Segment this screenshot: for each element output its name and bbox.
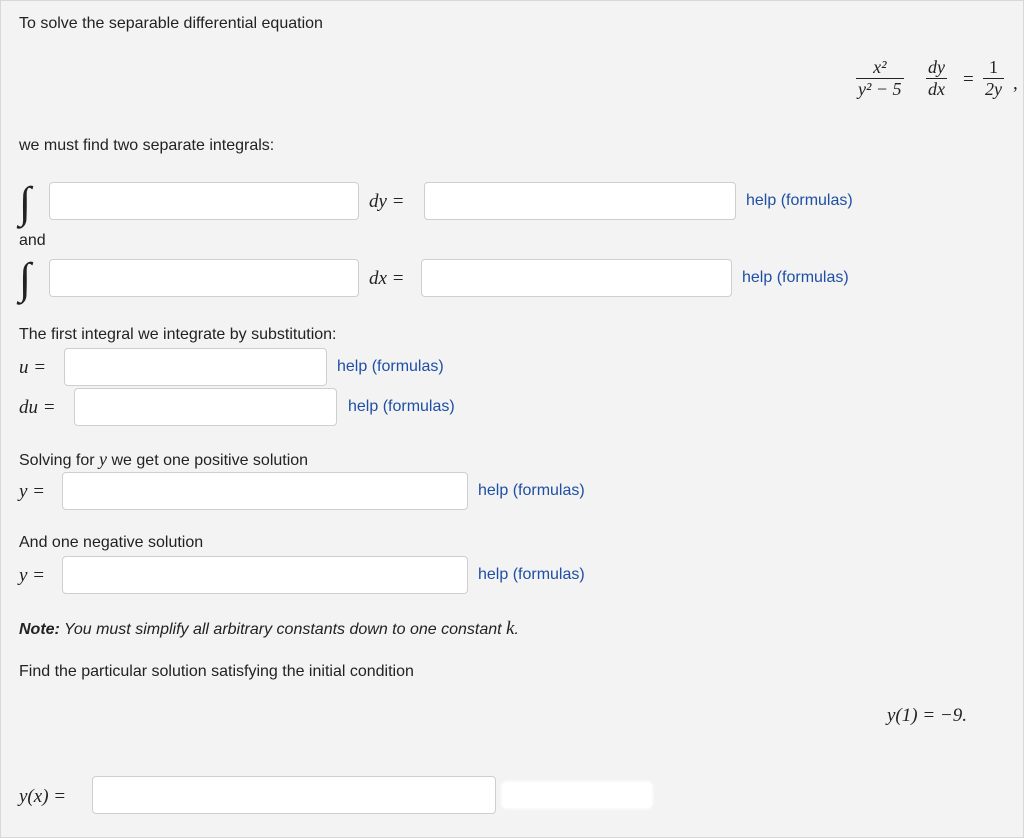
- denominator: y² − 5: [858, 79, 902, 99]
- help-formulas-link[interactable]: help (formulas): [348, 398, 455, 415]
- positive-solution-intro: [19, 449, 308, 471]
- integral-dx-result-input[interactable]: [421, 259, 732, 297]
- du-input[interactable]: [74, 388, 337, 426]
- positive-solution-input[interactable]: [62, 472, 468, 510]
- equals-sign: =: [963, 69, 974, 90]
- negative-solution-input[interactable]: [62, 556, 468, 594]
- numerator: x²: [873, 57, 887, 77]
- help-formulas-link[interactable]: help (formulas): [337, 358, 444, 375]
- substitution-intro: The first integral we integrate by substitution:: [19, 326, 337, 343]
- note-end: .: [514, 621, 519, 638]
- du-equals-label: du =: [19, 397, 56, 418]
- dy-equals-label: dy =: [369, 191, 405, 212]
- denominator: 2y: [985, 79, 1002, 99]
- intro-text: To solve the separable differential equation: [19, 15, 323, 32]
- and-label: and: [19, 232, 46, 249]
- fraction-dy-over-dx: [926, 57, 947, 100]
- integral-dy-result-input[interactable]: [424, 182, 736, 220]
- yx-equals-label: y(x) =: [19, 786, 67, 807]
- help-formulas-link[interactable]: help (formulas): [746, 192, 853, 209]
- numerator: dy: [928, 57, 945, 77]
- integrand-dy-input[interactable]: [49, 182, 359, 220]
- y-variable: y: [99, 449, 108, 469]
- y-equals-label: y =: [19, 481, 46, 502]
- u-equals-label: u =: [19, 357, 47, 378]
- dx-equals-label: dx =: [369, 268, 405, 289]
- integrand-dx-input[interactable]: [49, 259, 359, 297]
- particular-solution-input[interactable]: [92, 776, 496, 814]
- note-label: Note:: [19, 621, 60, 638]
- solving-suffix: we get one positive solution: [107, 452, 309, 469]
- solving-prefix: Solving for: [19, 452, 100, 469]
- comma: ,: [1013, 73, 1018, 94]
- differential-equation: [856, 57, 1024, 117]
- particular-solution-intro: Find the particular solution satisfying the initial condition: [19, 663, 414, 680]
- y-equals-label: y =: [19, 565, 46, 586]
- fraction-x2-over-y2-minus-5: [856, 57, 904, 100]
- redacted-area: [501, 781, 653, 809]
- integral-sign: ∫: [19, 254, 32, 303]
- help-formulas-link[interactable]: help (formulas): [478, 482, 585, 499]
- denominator: dx: [928, 79, 945, 99]
- k-variable: k: [506, 618, 515, 639]
- negative-solution-intro: And one negative solution: [19, 534, 204, 551]
- initial-condition: y(1) = −9.: [887, 705, 967, 726]
- u-input[interactable]: [64, 348, 327, 386]
- integrals-intro: we must find two separate integrals:: [19, 137, 275, 154]
- integral-sign: ∫: [19, 178, 32, 227]
- help-formulas-link[interactable]: help (formulas): [742, 269, 849, 286]
- fraction-1-over-2y: [983, 57, 1004, 100]
- note-body: You must simplify all arbitrary constants down to one constant: [59, 621, 507, 638]
- note-text: [19, 619, 519, 640]
- numerator: 1: [989, 57, 998, 77]
- help-formulas-link[interactable]: help (formulas): [478, 566, 585, 583]
